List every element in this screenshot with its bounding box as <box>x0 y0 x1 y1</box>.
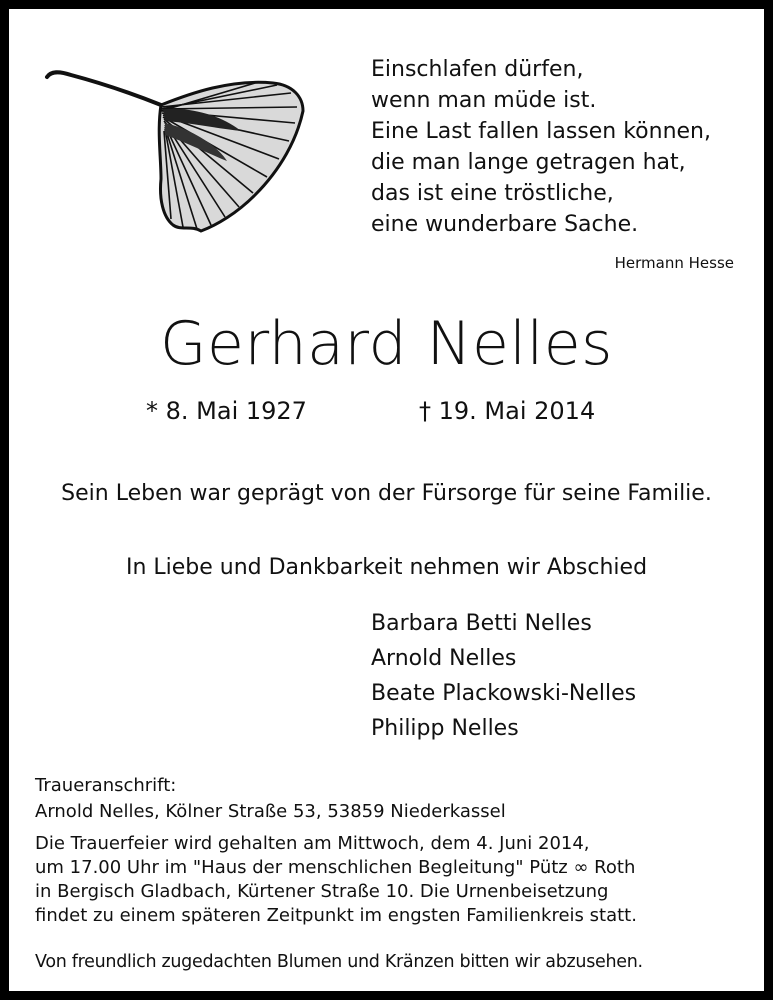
poem-line: wenn man müde ist. <box>371 88 597 113</box>
address-line: Arnold Nelles, Kölner Straße 53, 53859 Niederkassel <box>35 801 506 822</box>
mourner-name: Philipp Nelles <box>371 716 519 741</box>
tagline: Sein Leben war geprägt von der Fürsorge für seine Familie. <box>61 481 712 506</box>
poem-line: Einschlafen dürfen, <box>371 57 584 82</box>
poem-line: das ist eine tröstliche, <box>371 181 614 206</box>
service-line: findet zu einem späteren Zeitpunkt im engsten Familienkreis statt. <box>35 905 637 926</box>
mourners-list <box>371 606 636 746</box>
mourning-address <box>35 773 506 825</box>
service-line: in Bergisch Gladbach, Kürtener Straße 10. Die Urnenbeisetzung <box>35 881 609 902</box>
mourner-name: Barbara Betti Nelles <box>371 611 592 636</box>
poem-line: Eine Last fallen lassen können, <box>371 119 711 144</box>
ginkgo-leaf-icon <box>41 49 321 249</box>
death-date: † 19. Mai 2014 <box>419 397 596 425</box>
poem-line: eine wunderbare Sache. <box>371 212 639 237</box>
flowers-note: Von freundlich zugedachten Blumen und Kränzen bitten wir abzusehen. <box>35 952 643 972</box>
service-line: um 17.00 Uhr im "Haus der menschlichen Begleitung" Pütz ∞ Roth <box>35 857 636 878</box>
service-details <box>35 832 637 928</box>
farewell-text: In Liebe und Dankbarkeit nehmen wir Abschied <box>125 555 648 580</box>
address-label: Traueranschrift: <box>35 775 177 796</box>
birth-date: * 8. Mai 1927 <box>146 397 307 425</box>
mourner-name: Arnold Nelles <box>371 646 517 671</box>
poem-author: Hermann Hesse <box>614 254 734 272</box>
mourner-name: Beate Plackowski-Nelles <box>371 681 637 706</box>
service-line: Die Trauerfeier wird gehalten am Mittwoch, dem 4. Juni 2014, <box>35 833 590 854</box>
poem <box>371 54 711 240</box>
poem-line: die man lange getragen hat, <box>371 150 686 175</box>
deceased-name: Gerhard Nelles <box>160 309 613 379</box>
